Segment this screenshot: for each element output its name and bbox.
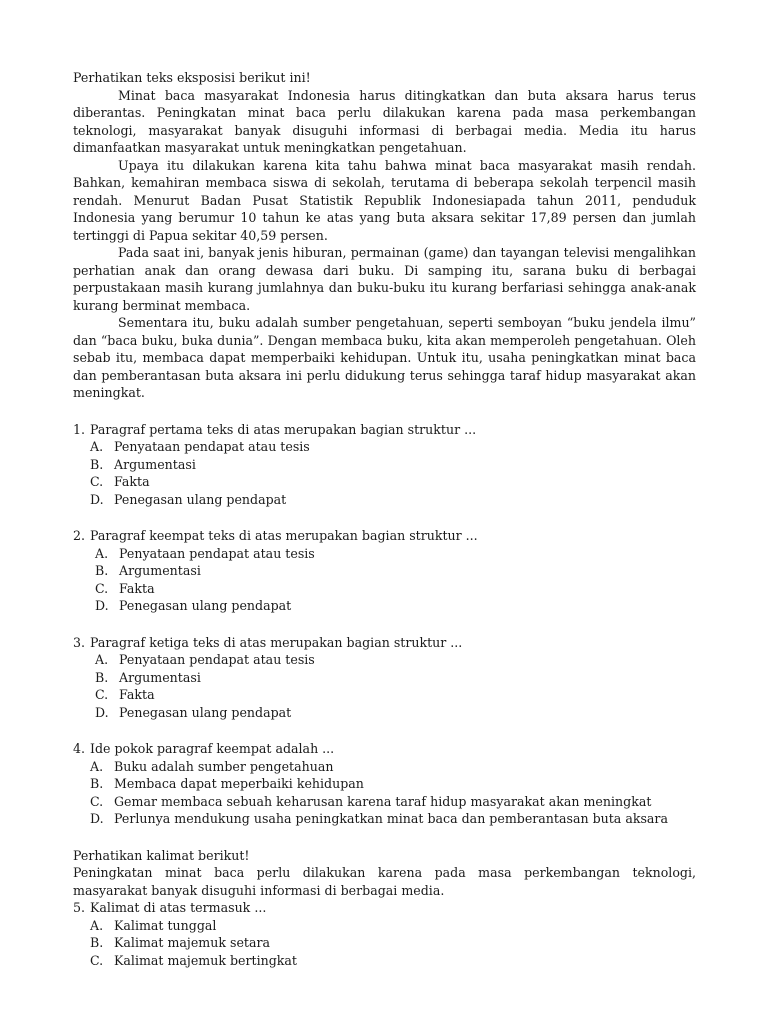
intro-paragraph-4: Sementara itu, buku adalah sumber pengetahuan, seperti semboyan “buku jendela ilmu” dan “baca buku, buka dunia”. Dengan membaca buku, kita akan memperoleh pengetahuan. Oleh sebab itu, membaca dapat memperbaiki kehidupan. Untuk itu, usaha peningkatkan minat baca dan pemberantasan buta aksara ini perlu didukung terus sehingga taraf hidup masyarakat akan meningkat. — [73, 315, 696, 400]
option-list — [73, 758, 696, 828]
option-a — [73, 651, 696, 669]
option-text: Perlunya mendukung usaha peningkatkan minat baca dan pemberantasan buta aksara — [114, 811, 668, 826]
option-b — [73, 934, 696, 952]
question-number: 3. — [73, 634, 86, 650]
option-text: Kalimat tunggal — [114, 917, 217, 933]
example-sentence: Peningkatan minat baca perlu dilakukan karena pada masa perkembangan teknologi, masyarakat banyak disuguhi informasi di berbagai media. — [73, 865, 696, 898]
option-letter: D. — [90, 491, 104, 507]
option-letter: C. — [95, 580, 109, 596]
section-title: Perhatikan kalimat berikut! — [73, 847, 250, 863]
option-letter: D. — [95, 598, 109, 613]
option-letter: A. — [90, 439, 104, 454]
option-letter: C. — [90, 952, 104, 968]
question-number: 5. — [73, 900, 86, 915]
option-letter: B. — [90, 935, 104, 950]
option-b — [73, 669, 696, 687]
intro-paragraph-3: Pada saat ini, banyak jenis hiburan, permainan (game) dan tayangan televisi mengalihkan perhatian anak dan orang dewasa dari buku. Di samping itu, sarana buku di berbagai perpustakaan masih kurang jumlahnya dan buku-buku itu kurang berfariasi sehingga anak-anak kurang berminat membaca. — [73, 245, 696, 313]
question-2 — [73, 527, 696, 615]
option-list — [73, 917, 696, 970]
question-text: Paragraf pertama teks di atas merupakan bagian struktur ... — [90, 421, 477, 437]
option-a — [73, 545, 696, 563]
option-b — [73, 456, 696, 474]
option-letter: A. — [90, 917, 104, 933]
option-text: Argumentasi — [119, 563, 201, 578]
document-content — [73, 69, 696, 969]
option-text: Penegasan ulang pendapat — [119, 704, 292, 720]
intro-paragraph-1: Minat baca masyarakat Indonesia harus ditingkatkan dan buta aksara harus terus diberantas. Peningkatan minat baca perlu dilakukan karena pada masa perkembangan teknologi, masyarakat banyak disuguhi informasi di berbagai media. Media itu harus dimanfaatkan masyarakat untuk meningkatkan pengetahuan. — [73, 87, 696, 155]
option-text: Fakta — [119, 687, 155, 702]
question-4 — [73, 740, 696, 828]
option-letter: A. — [90, 758, 104, 774]
option-letter: B. — [90, 776, 104, 791]
question-3 — [73, 634, 696, 722]
option-text: Penyataan pendapat atau tesis — [119, 545, 315, 561]
option-a — [73, 438, 696, 456]
question-text: Paragraf ketiga teks di atas merupakan bagian struktur ... — [90, 634, 463, 650]
question-number: 2. — [73, 528, 86, 543]
option-text: Kalimat majemuk bertingkat — [114, 952, 297, 968]
option-letter: B. — [90, 456, 104, 472]
option-text: Penyataan pendapat atau tesis — [119, 652, 315, 667]
question-text: Ide pokok paragraf keempat adalah ... — [90, 741, 335, 756]
option-text: Buku adalah sumber pengetahuan — [114, 758, 334, 774]
option-c — [73, 793, 696, 811]
option-a — [73, 917, 696, 935]
option-c — [73, 473, 696, 491]
option-text: Membaca dapat meperbaiki kehidupan — [114, 776, 364, 791]
option-d — [73, 810, 696, 828]
question-1 — [73, 421, 696, 509]
option-text: Argumentasi — [119, 669, 201, 685]
option-d — [73, 491, 696, 509]
option-letter: B. — [95, 669, 109, 685]
option-d — [73, 597, 696, 615]
option-letter: D. — [95, 704, 109, 720]
question-5 — [73, 899, 696, 969]
option-list — [73, 545, 696, 615]
intro-paragraph-2: Upaya itu dilakukan karena kita tahu bahwa minat baca masyarakat masih rendah. Bahkan, kemahiran membaca siswa di sekolah, terutama di beberapa sekolah terpencil masih rendah. Menurut Badan Pusat Statistik Republik Indonesiapada tahun 2011, penduduk Indonesia yang berumur 10 tahun ke atas yang buta aksara sekitar 17,89 persen dan jumlah tertinggi di Papua sekitar 40,59 persen. — [73, 157, 696, 243]
question-text: Paragraf keempat teks di atas merupakan bagian struktur ... — [90, 528, 478, 543]
option-text: Kalimat majemuk setara — [114, 935, 270, 950]
option-letter: C. — [90, 474, 104, 489]
option-text: Gemar membaca sebuah keharusan karena taraf hidup masyarakat akan meningkat — [114, 793, 652, 809]
option-text: Argumentasi — [114, 456, 196, 472]
option-c — [73, 952, 696, 970]
intro-title: Perhatikan teks eksposisi berikut ini! — [73, 70, 311, 85]
question-number: 1. — [73, 421, 86, 437]
option-b — [73, 775, 696, 793]
option-letter: D. — [90, 811, 104, 826]
option-list — [73, 651, 696, 721]
option-text: Penyataan pendapat atau tesis — [114, 439, 310, 454]
question-number: 4. — [73, 741, 86, 756]
option-letter: C. — [95, 687, 109, 702]
option-letter: C. — [90, 793, 104, 809]
option-d — [73, 704, 696, 722]
option-c — [73, 686, 696, 704]
option-text: Fakta — [114, 474, 150, 489]
option-c — [73, 580, 696, 598]
option-text: Fakta — [119, 580, 155, 596]
option-b — [73, 562, 696, 580]
option-a — [73, 758, 696, 776]
question-text: Kalimat di atas termasuk ... — [90, 900, 267, 915]
option-letter: A. — [95, 545, 109, 561]
sentence-section — [73, 847, 696, 970]
option-letter: B. — [95, 563, 109, 578]
option-list — [73, 438, 696, 508]
option-letter: A. — [95, 652, 109, 667]
option-text: Penegasan ulang pendapat — [119, 598, 292, 613]
option-text: Penegasan ulang pendapat — [114, 491, 287, 507]
